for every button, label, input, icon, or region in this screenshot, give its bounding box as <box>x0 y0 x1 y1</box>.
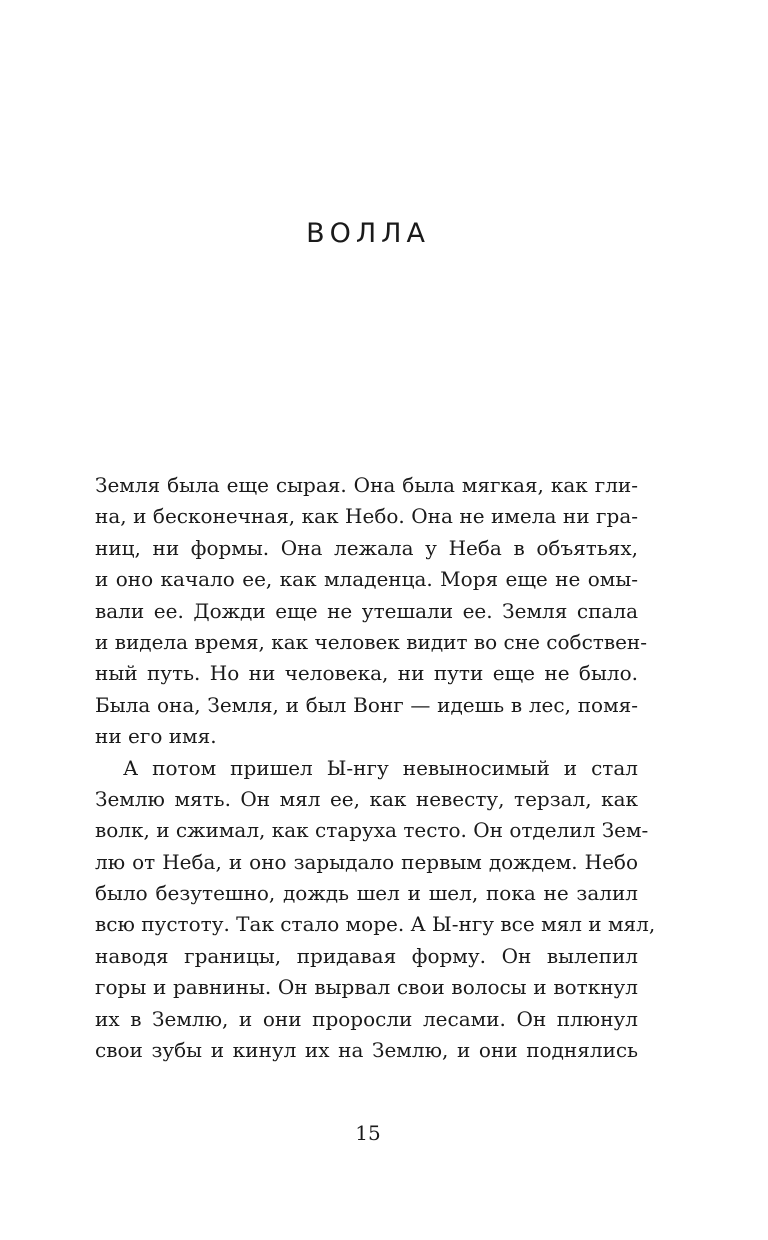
text-line: лю от Неба, и оно зарыдало первым дождем. Небо <box>95 849 638 874</box>
text-line: горы и равнины. Он вырвал свои волосы и воткнул <box>95 975 638 1000</box>
text-line: ни его имя. <box>95 724 217 749</box>
text-line: на, и бесконечная, как Небо. Она не имела ни гра- <box>95 504 638 529</box>
text-line: волк, и сжимал, как старуха тесто. Он отделил Зем- <box>95 818 649 843</box>
text-line: и видела время, как человек видит во сне собствен- <box>95 629 648 654</box>
text-line: было безутешно, дождь шел и шел, пока не залил <box>95 881 638 906</box>
text-line: и оно качало ее, как младенца. Моря еще не омы- <box>95 567 638 592</box>
paragraph-1 <box>95 470 648 753</box>
page-number: 15 <box>355 1121 381 1145</box>
text-line: Земля была еще сырая. Она была мягкая, как гли- <box>95 473 638 497</box>
chapter-title: ВОЛЛА <box>306 218 430 249</box>
text-line: наводя границы, придавая форму. Он вылепил <box>95 943 638 968</box>
text-line: ниц, ни формы. Она лежала у Неба в объятьях, <box>95 535 638 560</box>
text-line: ный путь. Но ни человека, ни пути еще не было. <box>95 661 638 686</box>
text-line: Была она, Земля, и был Вонг — идешь в лес, помя- <box>95 692 638 717</box>
text-line: Землю мять. Он мял ее, как невесту, терзал, как <box>95 786 638 811</box>
text-line: свои зубы и кинул их на Землю, и они поднялись <box>95 1038 638 1063</box>
body-text <box>95 470 656 1066</box>
paragraph-2 <box>95 753 656 1067</box>
text-line: А потом пришел Ы-нгу невыносимый и стал <box>123 755 638 780</box>
text-line: их в Землю, и они проросли лесами. Он плюнул <box>95 1006 638 1031</box>
text-line: вали ее. Дожди еще не утешали ее. Земля спала <box>95 598 638 623</box>
text-line: всю пустоту. Так стало море. А Ы-нгу все мял и мял, <box>95 912 656 937</box>
